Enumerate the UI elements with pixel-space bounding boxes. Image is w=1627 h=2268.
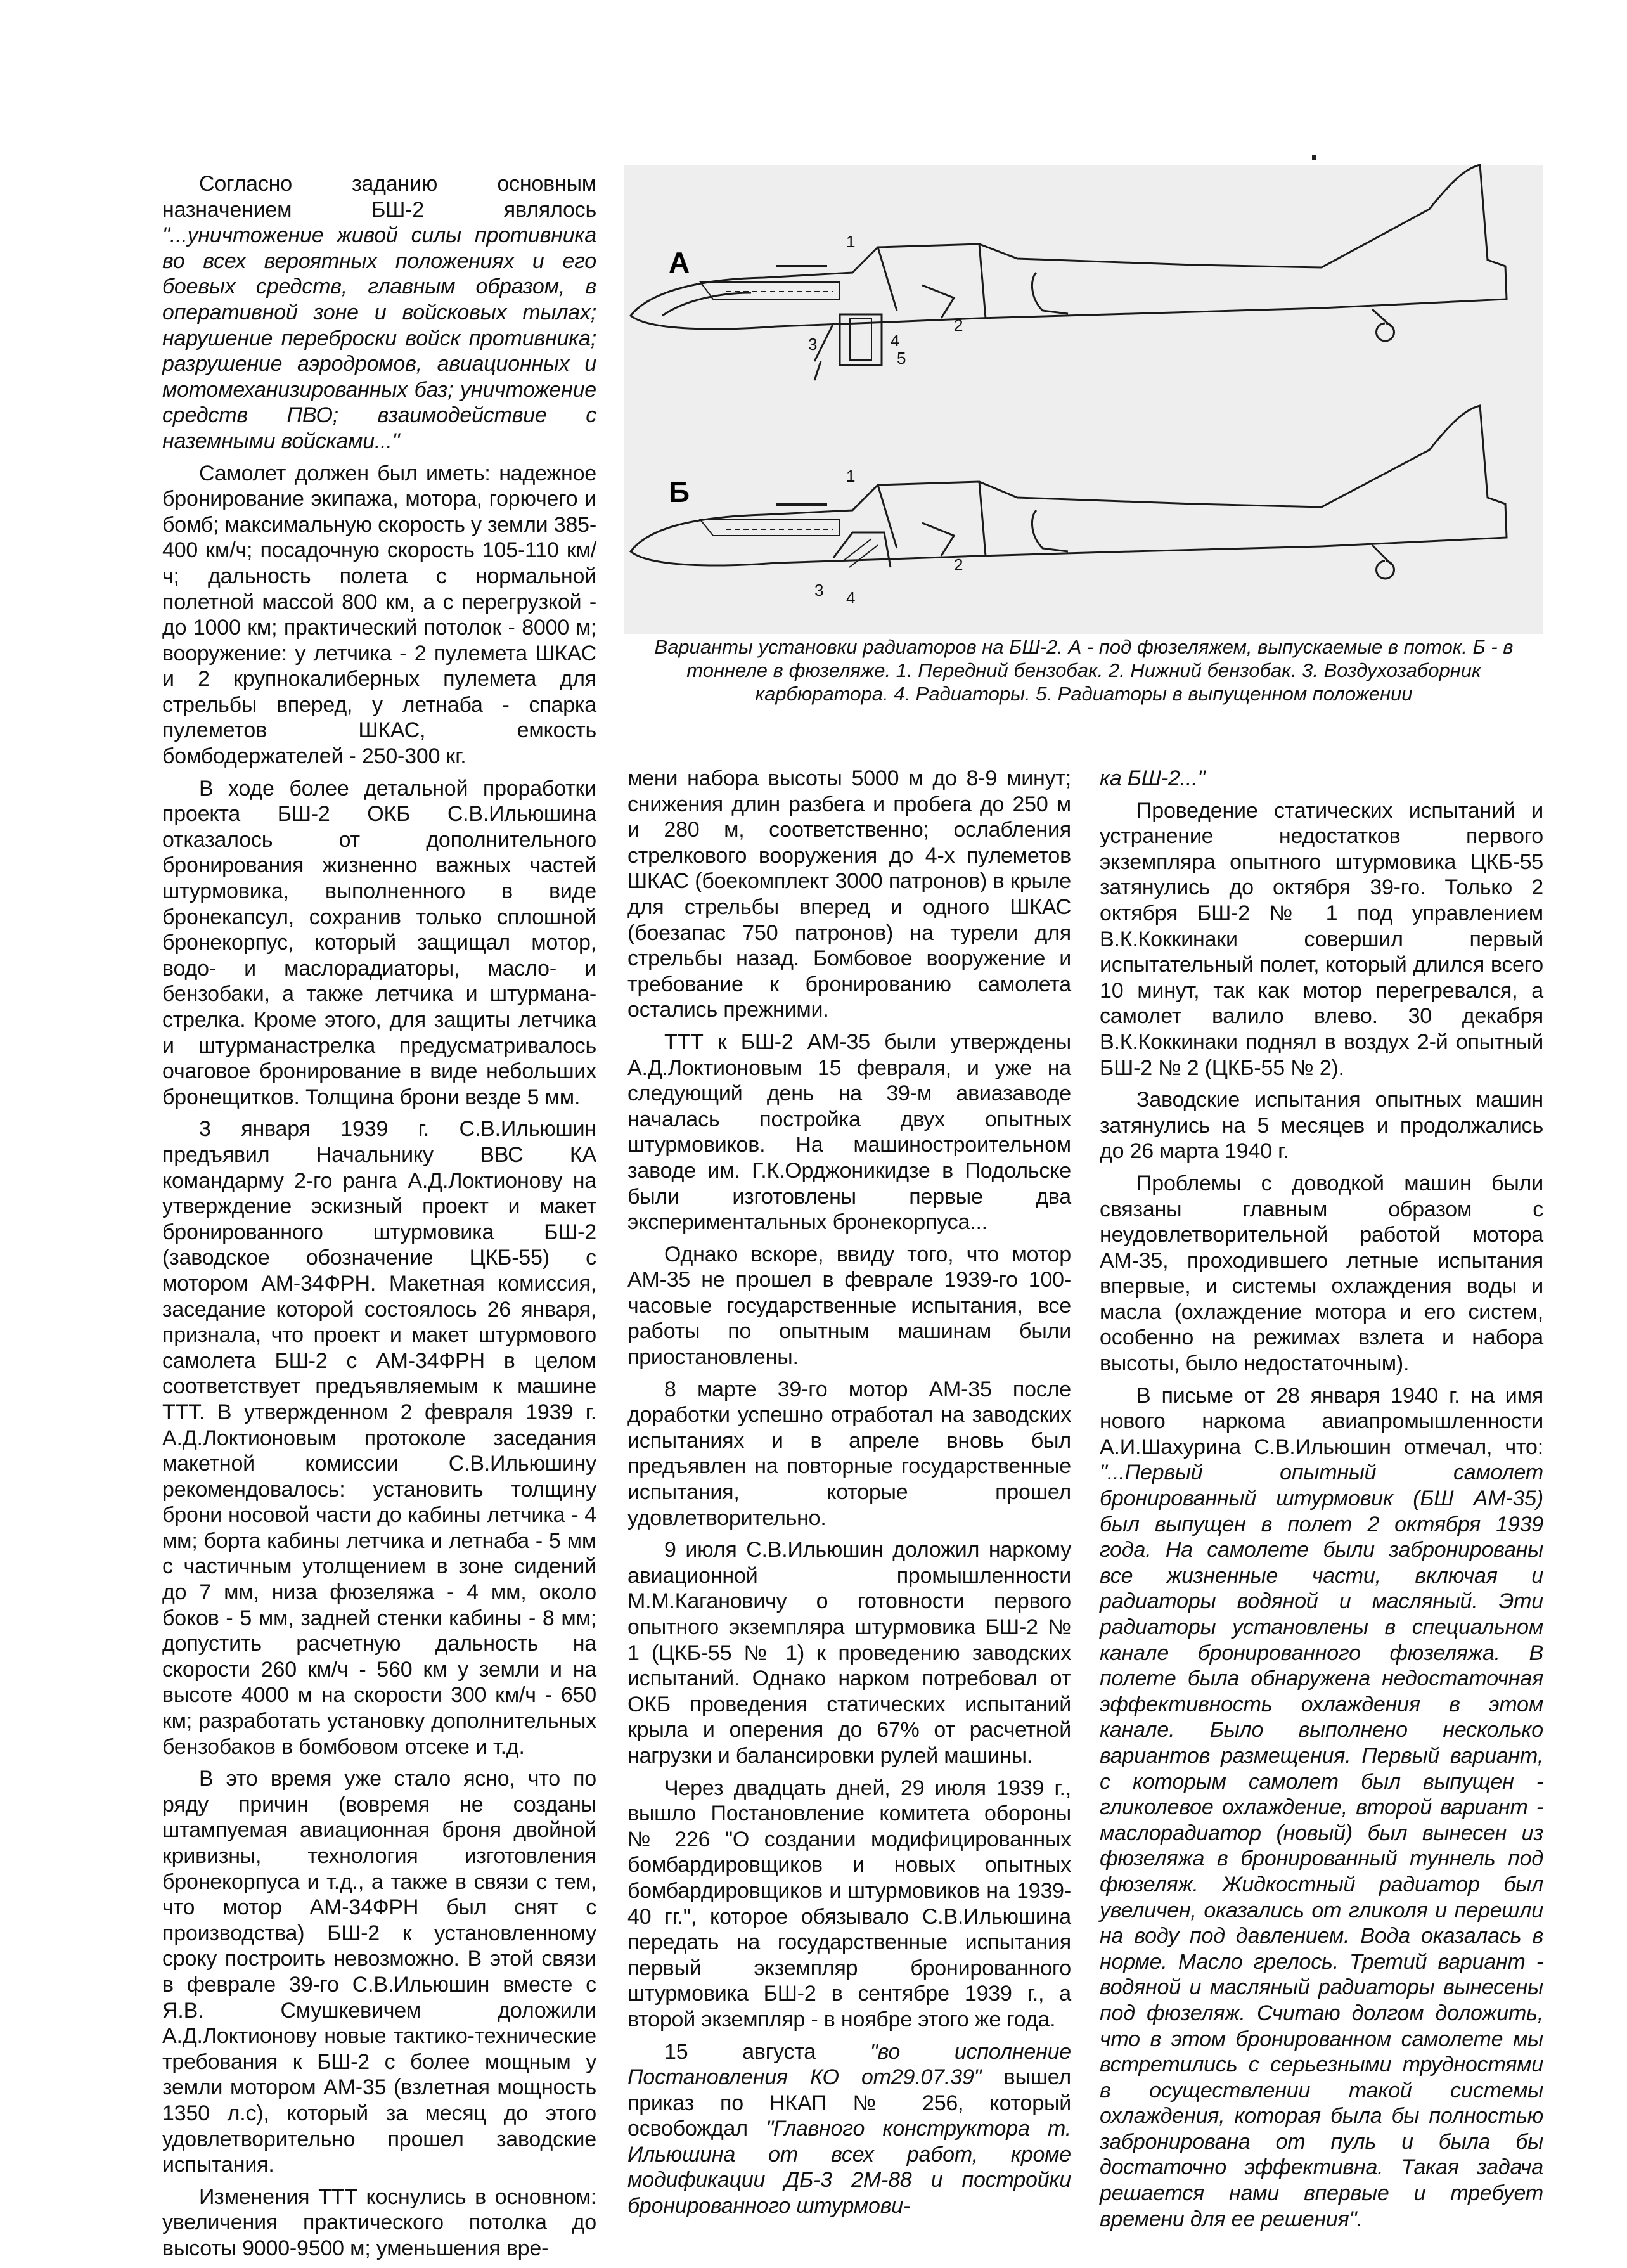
paragraph-text: вышел приказ по НКАП № 256, который освобождал <box>627 2065 1071 2141</box>
callout-3-a: 3 <box>808 335 818 354</box>
paragraph: Однако вскоре, ввиду того, что мотор АМ-35 не прошел в феврале 1939-го 100-часовые государственные испытания, все работы по опытным машинам были приостановлены. <box>627 1242 1071 1370</box>
paragraph: ТТТ к БШ-2 АМ-35 были утверждены А.Д.Локтионовым 15 февраля, и уже на следующий день на 39-м авиазаводе началась постройка двух опытных штурмовиков. На машиностроительном заводе им. Г.К.Орджоникидзе в Подольске были изготовлены первые два экспериментальных бронекорпуса... <box>627 1029 1071 1235</box>
paragraph: В ходе более детальной проработки проекта БШ-2 ОКБ С.В.Ильюшина отказалось от дополнительного бронирования жизненно важных частей штурмовика, выполненного в виде бронекапсул, сохранив только сплошной бронекорпус, который защищал мотор, водо- и маслорадиаторы, масло- и бензобаки, а также летчика и штурмана-стрелка. Кроме этого, для защиты летчика и штурманастрелка предусматривалось очаговое бронирование в виде небольших бронещитков. Толщина брони везде 5 мм. <box>162 776 596 1109</box>
paragraph <box>627 2039 1071 2219</box>
callout-5-a: 5 <box>897 349 906 368</box>
paragraph: мени набора высоты 5000 м до 8-9 минут; снижения длин разбега и пробега до 250 м и 280 м, соответственно; ослабления стрелкового вооружения до 4-х пулеметов ШКАС (боекомплект 3000 патронов) в крыле для стрельбы вперед и одного ШКАС (боезапас 750 патронов) на турели для стрельбы назад. Бомбовое вооружение и требование к бронированию самолета остались прежними. <box>627 766 1071 1022</box>
paragraph: Проведение статических испытаний и устранение недостатков первого экземпляра опытного штурмовика ЦКБ-55 затянулись до октября 39-го. Только 2 октября БШ-2 № 1 под управлением В.К.Коккинаки совершил первый испытательный полет, который длился всего 10 минут, так как мотор перегревался, а самолет валило влево. 30 декабря В.К.Коккинаки поднял в воздух 2-й опытный БШ-2 № 2 (ЦКБ-55 № 2). <box>1100 798 1543 1080</box>
paragraph: Изменения ТТТ коснулись в основном: увеличения практического потолка до высоты 9000-9500 м; уменьшения вре- <box>162 2184 596 2260</box>
paragraph: Самолет должен был иметь: надежное бронирование экипажа, мотора, горючего и бомб; максимальную скорость у земли 385-400 км/ч; посадочную скорость 105-110 км/ч; дальность полета с нормальной полетной массой 800 км, а с перегрузкой - до 1000 км; практический потолок - 8000 м; вооружение: у летчика - 2 пулемета ШКАС и 2 крупнокалиберных пулемета для стрельбы вперед, у летнаба - спарка пулеметов ШКАС, емкость бомбодержателей - 250-300 кг. <box>162 461 596 769</box>
callout-3-b: 3 <box>814 581 824 600</box>
text-column-2 <box>627 766 1071 2226</box>
paragraph: Заводские испытания опытных машин затянулись на 5 месяцев и продолжались до 26 марта 1940 г. <box>1100 1088 1543 1164</box>
text-column-1 <box>162 171 596 2268</box>
paragraph <box>1100 1383 1543 2233</box>
callout-4-a: 4 <box>891 331 900 350</box>
paragraph: Через двадцать дней, 29 июля 1939 г., вышло Постановление комитета обороны № 226 "О создании модифицированных бомбардировщиков и новых опытных бомбардировщиков и штурмовиков на 1939-40 гг.", которое обязывало С.В.Ильюшина передать на государственные испытания первый экземпляр бронированного штурмовика БШ-2 в сентябре 1939 г., а второй экземпляр - в ноябре этого же года. <box>627 1775 1071 2032</box>
quoted-text: "...Первый опытный самолет бронированный штурмовик (БШ АМ-35) был выпущен в полет 2 октября 1939 года. На самолете были забронированы все жизненные части, включая и радиаторы водяной и масляный. Эти радиаторы установлены в специальном канале бронированного фюзеляжа. В полете была обнаружена недостаточная эффективность охлаждения в этом канале. Было выполнено несколько вариантов размещения. Первый вариант, с которым самолет был выпущен - гликолевое охлаждение, второй вариант - маслорадиатор (новый) был вынесен из фюзеляжа в бронированный туннель под фюзеляж. Жидкостный радиатор был увеличен, оказались от гликоля и перешли на воду под давлением. Вода оказалась в норме. Масло грелось. Третий вариант - водяной и масляный радиаторы вынесены под фюзеляж. Считаю долгом доложить, что в этом бронированном самолете мы встретились с серьезными трудностями в осуществлении такой системы охлаждения, которая была бы полностью забронирована от пуль и была бы достаточно эффективна. Такая задача решается нами впервые и требует времени для ее решения". <box>1100 1460 1543 2231</box>
paragraph-text: Согласно заданию основным назначением БШ-2 являлось <box>162 172 596 222</box>
text-column-3 <box>1100 766 1543 2238</box>
radiator-variants-figure <box>624 152 1543 634</box>
callout-1-a: 1 <box>846 232 856 251</box>
quoted-text: "во исполнение Постановления КО от29.07.39" <box>627 2039 1071 2090</box>
paragraph-text: В письме от 28 января 1940 г. на имя нового наркома авиапромышленности А.И.Шахурина С.В.Ильюшин отмечал, что: <box>1100 1383 1543 1459</box>
paragraph <box>1100 766 1543 792</box>
paragraph: 3 января 1939 г. С.В.Ильюшин предъявил Начальнику ВВС КА командарму 2-го ранга А.Д.Локтионову на утверждение эскизный проект и макет бронированного штурмовика БШ-2 (заводское обозначение ЦКБ-55) с мотором АМ-34ФРН. Макетная комиссия, заседание которой состоялось 26 января, признала, что проект и макет штурмового самолета БШ-2 с АМ-34ФРН в целом соответствует предъявляемым к машине ТТТ. В утвержденном 2 февраля 1939 г. А.Д.Локтионовым протоколе заседания макетной комиссии С.В.Ильюшину рекомендовалось: установить толщину брони носовой части до кабины летчика - 4 мм; борта кабины летчика и летнаба - 5 мм с частичным утолщением в зоне сидений до 7 мм, низа фюзеляжа - 4 мм, около боков - 5 мм, задней стенки кабины - 8 мм; допустить расчетную дальность на скорости 260 км/ч - 560 км у земли и на высоте 4000 м на скорости 300 км/ч - 650 км; разработать установку дополнительных бензобаков в бомбовом отсеке и т.д. <box>162 1117 596 1759</box>
paragraph: 9 июля С.В.Ильюшин доложил наркому авиационной промышленности М.М.Кагановичу о готовности первого опытного экземпляра штурмовика БШ-2 № 1 (ЦКБ-55 № 1) к проведению заводских испытаний. Однако нарком потребовал от ОКБ проведения статических испытаний крыла и оперения до 67% от расчетной нагрузки и балансировки рулей машины. <box>627 1538 1071 1768</box>
quoted-text: "Главного конструктора т. Ильюшина от всех работ, кроме модификации ДБ-3 2М-88 и постройки бронированного штурмови- <box>627 2117 1071 2219</box>
airplane-cutaway-drawing <box>624 152 1543 634</box>
quoted-text: "...уничтожение живой силы противника во всех вероятных положениях и его боевых средств, главным образом, в оперативной зоне и войсковых тылах; нарушение переброски войск противника; разрушение аэродромов, авиационных и мотомеханизированных баз; уничтожение средств ПВО; взаимодействие с наземными войсками..." <box>162 223 596 453</box>
callout-1-b: 1 <box>846 467 856 486</box>
figure-caption: Варианты установки радиаторов на БШ-2. А - под фюзеляжем, выпускаемые в поток. Б - в тоннеле в фюзеляже. 1. Передний бензобак. 2. Нижний бензобак. 3. Воздухозаборник карбюратора. 4. Радиаторы. 5. Радиаторы в выпущенном положении <box>654 636 1514 705</box>
variant-b-label: Б <box>669 475 690 508</box>
paragraph: Проблемы с доводкой машин были связаны главным образом с неудовлетворительной работой мотора АМ-35, проходившего летные испытания впервые, и системы охлаждения воды и масла (охлаждение мотора и его систем, особенно на режимах взлета и набора высоты, было недостаточным). <box>1100 1171 1543 1376</box>
paragraph: 8 марте 39-го мотор АМ-35 после доработки успешно отработал на заводских испытаниях и в апреле вновь был предъявлен на повторные государственные испытания, которые прошел удовлетворительно. <box>627 1377 1071 1530</box>
callout-4-b: 4 <box>846 588 856 607</box>
callout-2-b: 2 <box>954 555 963 574</box>
callout-2-a: 2 <box>954 316 963 335</box>
paragraph: В это время уже стало ясно, что по ряду причин (вовремя не созданы штампуемая авиационная броня двойной кривизны, технология изготовления бронекорпуса и т.д., а также в связи с тем, что мотор АМ-34ФРН был снят с производства) БШ-2 к установленному сроку построить невозможно. В этой связи в феврале 39-го С.В.Ильюшин вместе с Я.В. Смушкевичем доложили А.Д.Локтионову новые тактико-технические требования к БШ-2 с более мощным у земли мотором АМ-35 (взлетная мощность 1350 л.с), который за месяц до этого удовлетворительно прошел заводские испытания. <box>162 1767 596 2177</box>
variant-a-label: А <box>669 246 690 279</box>
quoted-text: ка БШ-2..." <box>1100 766 1206 790</box>
paragraph-text: 15 августа <box>664 2039 870 2064</box>
paragraph <box>162 171 596 454</box>
